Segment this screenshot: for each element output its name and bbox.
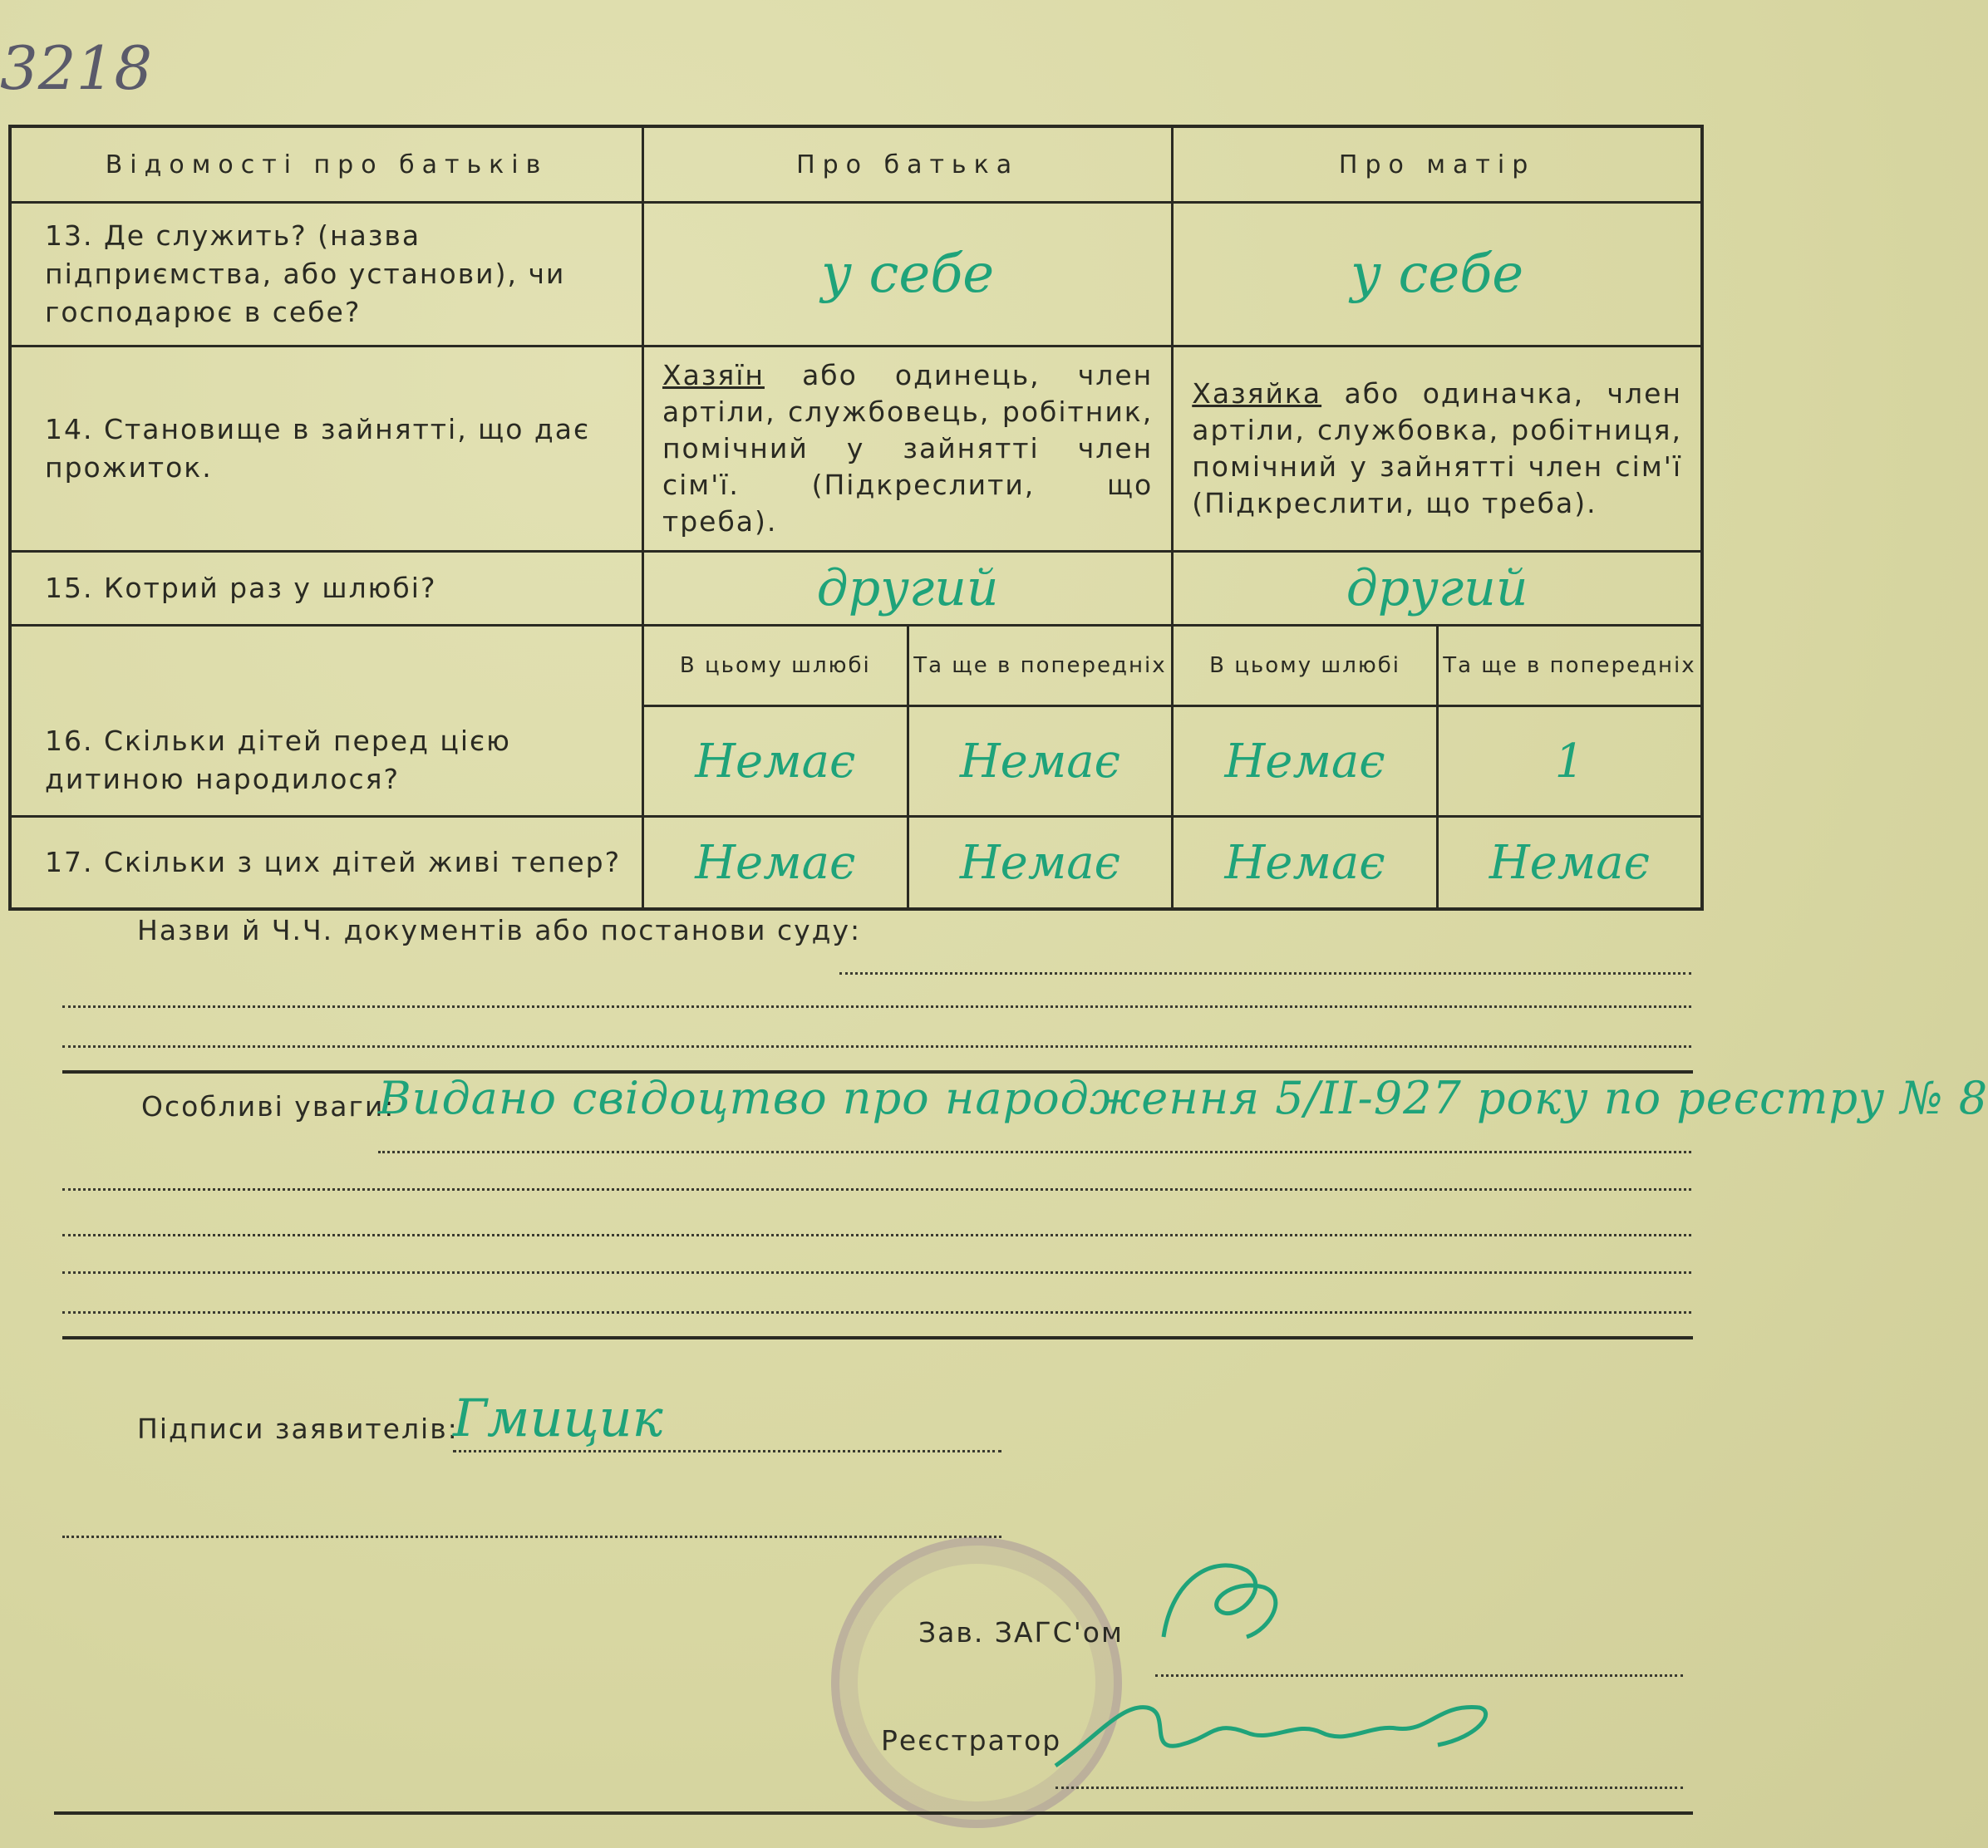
header-father: Про батька [642,126,1172,203]
answer-13-mother: у себе [1173,203,1702,346]
remarks-handwritten: Видано свідоцтво про народження 5/II-927 року по реєстру № 8 [378,1072,1988,1124]
answer-15-father: другий [642,552,1172,626]
subheader-mother-this: В цьому шлюбі [1173,626,1438,706]
applicants-signature-line [453,1450,1001,1452]
answer-14-mother [1173,346,1702,552]
zags-head-signature [1147,1546,1297,1662]
answer-15-mother: другий [1173,552,1702,626]
zags-head-line [1155,1674,1683,1677]
header-parents-info: Відомості про батьків [10,126,642,203]
remarks-line-2 [62,1188,1691,1191]
subheader-mother-previous: Та ще в попередніх [1437,626,1702,706]
answer-16-mother-this: Немає [1173,706,1438,817]
documents-label: Назви й Ч.Ч. документів або постанови суду: [137,914,862,946]
question-13: 13. Де служить? (назва підприємства, або установи), чи господарює в себе? [10,203,642,346]
registrar-line [1056,1787,1683,1789]
documents-field-line-2 [62,1005,1691,1008]
answer-14-father [642,346,1172,552]
subheader-father-previous: Та ще в попередніх [908,626,1173,706]
archive-number: 3218 [0,33,153,103]
question-15: 15. Котрий раз у шлюбі? [10,552,642,626]
bottom-divider [54,1811,1693,1815]
header-mother: Про матір [1173,126,1702,203]
question-17: 17. Скільки з цих дітей живі тепер? [10,817,642,910]
subheader-father-this: В цьому шлюбі [642,626,908,706]
applicants-signature: Гмицик [453,1388,663,1448]
applicants-signature-line-2 [62,1536,1001,1538]
remarks-line-3 [62,1234,1691,1236]
underlined-option-mother: Хазяйка [1192,377,1322,410]
remarks-label: Особливі уваги: [141,1090,396,1123]
options-father: або одинець, член артіли, службовець, робітник, помічний у зайнятті член сім'ї. (Підкреслити, що треба). [662,359,1154,538]
registrar-signature [1047,1687,1513,1778]
remarks-line-4 [62,1271,1691,1274]
answer-16-mother-previous: 1 [1437,706,1702,817]
answer-13-father: у себе [642,203,1172,346]
answer-17-mother-previous: Немає [1437,817,1702,910]
parents-info-table [8,125,1704,911]
question-16: 16. Скільки дітей перед цією дитиною народилося? [10,626,642,817]
options-mother: або одиначка, член артіли, службовка, робітниця, помічний у зайнятті член сім'ї (Підкреслити, що треба). [1192,377,1682,519]
registrar-label: Реєстратор [881,1724,1062,1757]
documents-field-line-3 [62,1045,1691,1048]
remarks-line-5 [62,1311,1691,1314]
underlined-option-father: Хазяїн [662,359,765,391]
answer-17-mother-this: Немає [1173,817,1438,910]
question-14: 14. Становище в зайнятті, що дає прожиток. [10,346,642,552]
zags-head-label: Зав. ЗАГС'ом [918,1616,1124,1649]
official-stamp [831,1537,1122,1828]
answer-17-father-previous: Немає [908,817,1173,910]
answer-16-father-this: Немає [642,706,908,817]
answer-16-father-previous: Немає [908,706,1173,817]
answer-17-father-this: Немає [642,817,908,910]
remarks-line-1 [378,1151,1691,1153]
section-divider-2 [62,1336,1693,1339]
documents-field-line-1 [839,972,1691,975]
applicants-signature-label: Підписи заявителів: [137,1413,459,1445]
